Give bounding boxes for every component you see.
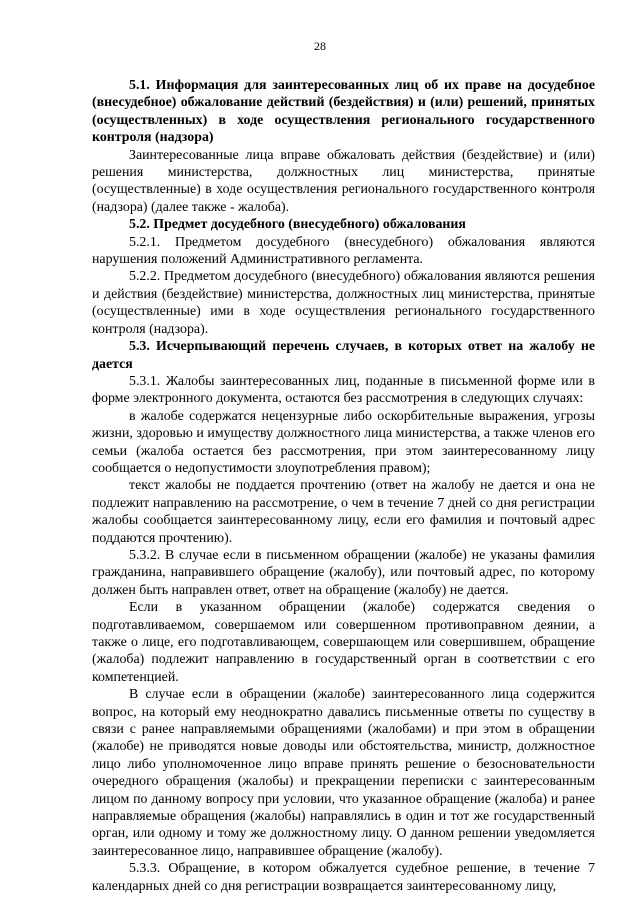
paragraph: 5.3.3. Обращение, в котором обжалуется судебное решение, в течение 7 календарных дней со дня регистрации возвращается заинтересованному лицу, (92, 861, 595, 894)
paragraph: в жалобе содержатся нецензурные либо оскорбительные выражения, угрозы жизни, здоровью и имуществу должностного лица министерства, а также членов его семьи (жалоба остается без рассмотрения, при этом заинтересованному лицу сообщается о недопустимости злоупотребления правом); (92, 408, 595, 476)
section-heading-5-1: 5.1. Информация для заинтересованных лиц об их праве на досудебное (внесудебное) обжалование действий (бездействия) и (или) решений, принятых (осуществленных) в ходе осуществления регионального государственного контроля (надзора) (92, 78, 595, 146)
section-heading-5-2: 5.2. Предмет досудебного (внесудебного) обжалования (129, 217, 466, 233)
paragraph: В случае если в обращении (жалобе) заинтересованного лица содержится вопрос, на который ему неоднократно давались письменные ответы по существу в связи с ранее направляемыми обращениями (жалобами) и при этом в обращении (жалобе) не приводятся новые доводы или обстоятельства, министр, должностное лицо либо уполномоченное лицо вправе принять решение о безосновательности очередного обращения (жалобы) и прекращении переписки с заинтересованным лицом по данному вопросу при условии, что указанное обращение (жалоба) и ранее направляемые обращения (жалобы) направлялись в один и тот же государственный орган, или одному и тому же должностному лицу. О данном решении уведомляется заинтересованное лицо, направившее обращение (жалобу). (92, 687, 595, 859)
section-heading-5-3: 5.3. Исчерпывающий перечень случаев, в которых ответ на жалобу не дается (92, 339, 595, 372)
document-body (92, 77, 595, 895)
paragraph: 5.3.1. Жалобы заинтересованных лиц, поданные в письменной форме или в форме электронного документа, остаются без рассмотрения в следующих случаях: (92, 373, 595, 407)
paragraph: 5.3.2. В случае если в письменном обращении (жалобе) не указаны фамилия гражданина, направившего обращение (жалобу), или почтовый адрес, по которому должен быть направлен ответ, ответ на обращение (жалобу) не дается. (92, 547, 595, 598)
paragraph: 5.2.1. Предметом досудебного (внесудебного) обжалования являются нарушения положений Административного регламента. (92, 234, 595, 268)
paragraph: Если в указанном обращении (жалобе) содержатся сведения о подготавливаемом, совершаемом или совершенном противоправном деянии, а также о лице, его подготавливающем, совершающем или совершившем, обращение (жалоба) подлежит направлению в государственный орган в соответствии с его компетенцией. (92, 600, 595, 685)
paragraph: 5.2.2. Предметом досудебного (внесудебного) обжалования являются решения и действия (бездействие) министерства, должностных лиц министерства, принятые (осуществленные) ими в ходе осуществления регионального государственного контроля (надзора). (92, 269, 595, 337)
page-number: 28 (314, 39, 326, 53)
paragraph: текст жалобы не поддается прочтению (ответ на жалобу не дается и она не подлежит направлению на рассмотрение, о чем в течение 7 дней со дня регистрации жалобы сообщается заинтересованному лицу, если его фамилия и почтовый адрес поддаются прочтению). (92, 478, 595, 546)
paragraph: Заинтересованные лица вправе обжаловать действия (бездействие) и (или) решения министерства, должностных лиц министерства, принятые (осуществленные) в ходе осуществления регионального государственного контроля (надзора) (далее также - жалоба). (92, 147, 595, 215)
